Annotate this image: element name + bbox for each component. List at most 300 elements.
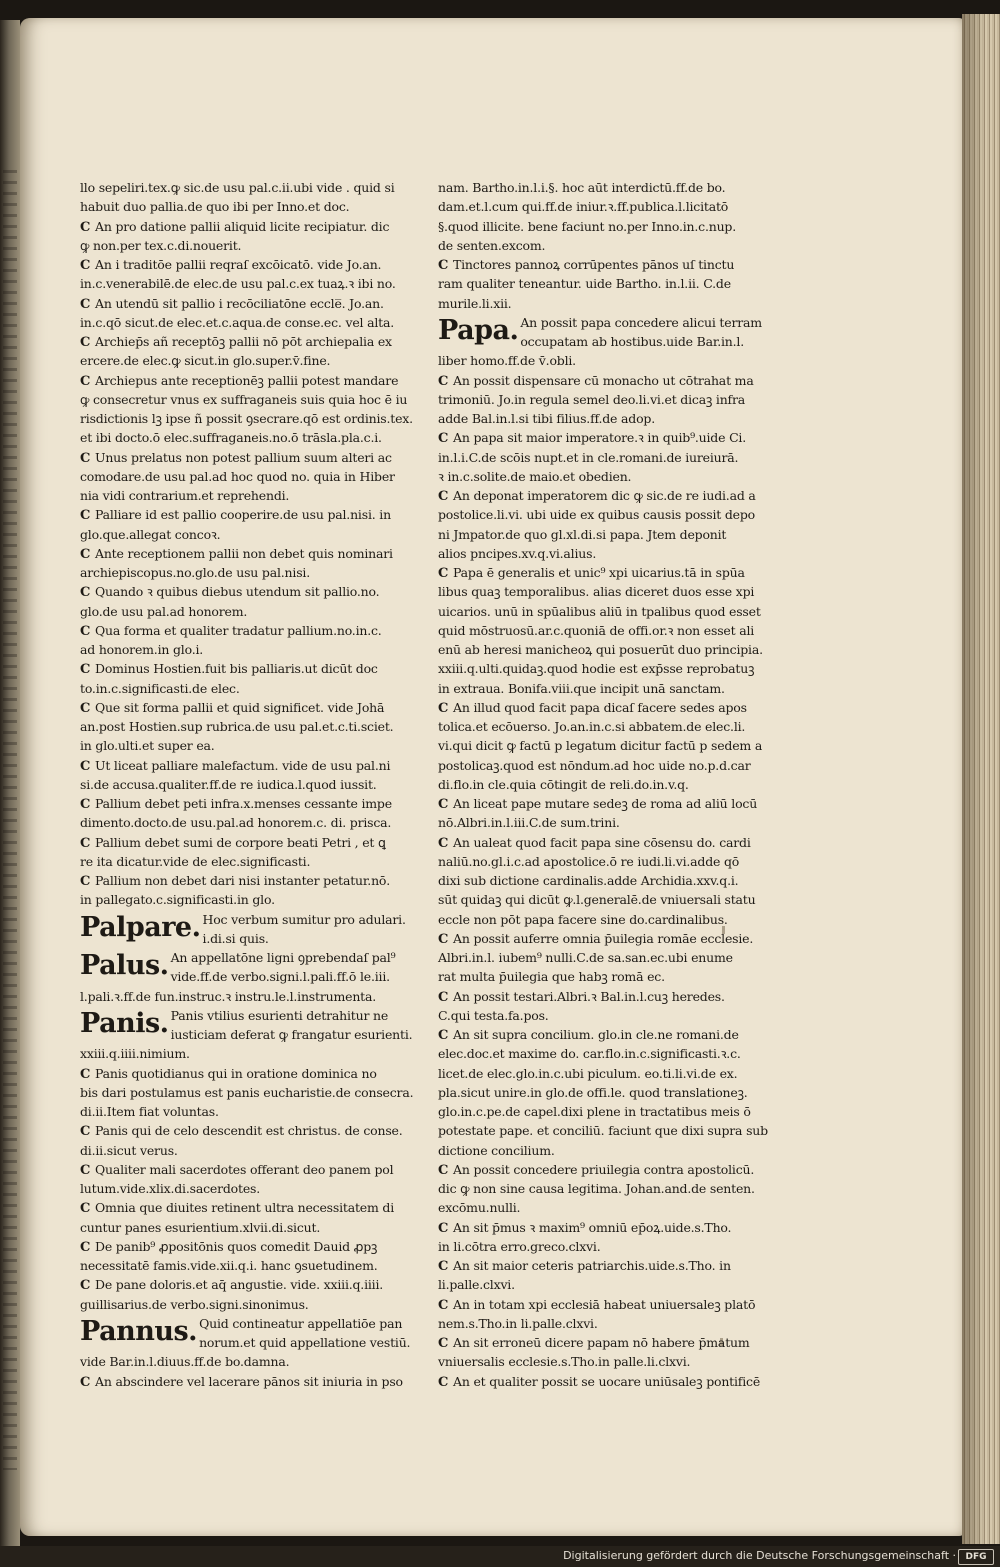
- digitization-footer: [0, 1546, 1000, 1567]
- line-text: et ibi docto.ō elec.suffraganeis.no.ō trāsla.pla.c.i.: [80, 430, 382, 446]
- paragraph-mark-icon: C: [438, 835, 449, 851]
- line-text: guillisarius.de verbo.signi.sinonimus.: [80, 1296, 309, 1312]
- line-text: ni Jmpator.de quo gl.xl.di.si papa. Jtem deponit: [438, 526, 727, 542]
- text-line: [438, 428, 747, 447]
- text-line: [438, 1006, 738, 1025]
- heading-word: Papa.: [438, 314, 519, 346]
- line-text: Qualiter mali sacerdotes offerant deo panem pol: [95, 1161, 394, 1177]
- text-line: [438, 871, 738, 890]
- line-text: Panis quotidianus qui in oratione dominica no: [95, 1065, 377, 1081]
- paragraph-mark-icon: C: [80, 758, 91, 774]
- line-text: excōmu.nulli.: [438, 1200, 521, 1216]
- text-line: [80, 486, 380, 505]
- left-text-column: [80, 178, 414, 1391]
- paragraph-mark-icon: C: [80, 296, 91, 312]
- text-line: [438, 1295, 756, 1314]
- text-line: [438, 178, 738, 197]
- line-text: postolicaꝫ.quod est nōndum.ad hoc uide no.p.d.car: [438, 757, 751, 773]
- text-line: [80, 1198, 395, 1217]
- paragraph-mark-icon: C: [438, 489, 449, 504]
- text-line: [80, 1102, 380, 1121]
- text-line: [80, 197, 380, 216]
- text-line: [438, 351, 738, 370]
- line-text: Papa ē generalis et unic⁹ xpi uicarius.tā in spūa: [453, 565, 745, 580]
- line-text: bis dari postulamus est panis eucharistie.de consecra.: [80, 1084, 414, 1100]
- line-text: di.ii.sicut verus.: [80, 1142, 178, 1158]
- text-line: [80, 236, 380, 255]
- line-text: in.c.qō sicut.de elec.et.c.aqua.de conse.ec. vel alta.: [80, 314, 395, 330]
- text-line: [438, 852, 738, 871]
- text-line: [80, 987, 380, 1006]
- text-line: [438, 948, 738, 967]
- line-text: An possit auferre omnia p̄uilegia romāe ecclesie.: [453, 930, 754, 946]
- text-line: [438, 1083, 748, 1102]
- line-text: An liceat pape mutare sedeꝫ de roma ad aliū locū: [453, 796, 758, 811]
- text-line: [80, 775, 380, 794]
- line-text: enū ab heresi manicheoꝝ qui posuerūt duo principia.: [438, 642, 763, 657]
- text-line: Panis vtilius esurienti detrahitur ne: [170, 1007, 389, 1023]
- line-text: di.ii.Item fiat voluntas.: [80, 1104, 219, 1119]
- text-line: [80, 717, 394, 736]
- text-line: [80, 871, 391, 890]
- line-text: Panis qui de celo descendit est christus. de conse.: [95, 1123, 403, 1139]
- paragraph-mark-icon: C: [438, 431, 449, 447]
- line-text: quid mōstruosū.ar.c.quoniā de offi.or.ꝛ non esset ali: [438, 622, 755, 638]
- paragraph-mark-icon: C: [438, 1220, 449, 1236]
- line-text: vniuersalis ecclesie.s.Tho.in palle.li.clxvi.: [438, 1354, 691, 1370]
- text-line: [80, 351, 380, 370]
- paragraph-mark-icon: C: [80, 585, 91, 601]
- text-line: [438, 236, 738, 255]
- text-line: [80, 294, 384, 313]
- line-text: Pallium debet peti infra.x.menses cessante impe: [95, 796, 392, 811]
- text-line: [80, 679, 380, 698]
- line-text: in.c.venerabilē.de elec.de usu pal.c.ex tuaꝝ.ꝛ ibi no.: [80, 276, 396, 292]
- text-line: [80, 1256, 380, 1275]
- text-line: [80, 1160, 394, 1179]
- paragraph-mark-icon: C: [438, 373, 449, 389]
- text-line: [438, 929, 754, 948]
- text-line: [438, 910, 738, 929]
- paragraph-mark-icon: C: [438, 700, 449, 716]
- text-line: [438, 1333, 750, 1352]
- text-line: [80, 890, 380, 909]
- text-line: [438, 640, 763, 659]
- line-text: ꝙ non.per tex.c.di.nouerit.: [80, 237, 242, 253]
- text-line: [438, 736, 763, 755]
- text-line: [438, 217, 738, 236]
- text-line: [438, 1198, 738, 1217]
- line-text: An pro datione pallii aliquid licite recipiatur. dic: [95, 218, 390, 234]
- text-line: [80, 313, 395, 332]
- text-line: [80, 1352, 380, 1371]
- text-line: [80, 1275, 384, 1294]
- text-line: [438, 1044, 741, 1063]
- text-line: Quid contineatur appellatiōe pan: [199, 1315, 403, 1331]
- text-line: [438, 544, 738, 563]
- line-text: adde Bal.in.l.si tibi filius.ff.de adop.: [438, 411, 655, 426]
- text-line: [438, 1102, 751, 1121]
- entry-heading: [80, 1314, 411, 1353]
- line-text: An abscindere vel lacerare pānos sit iniuria in pso: [95, 1373, 403, 1389]
- line-text: nia vidi contrarium.et reprehendi.: [80, 488, 290, 503]
- line-text: An ualeat quod facit papa sine cōsensu do. cardi: [453, 834, 751, 850]
- text-line: [80, 274, 396, 293]
- line-text: archiepiscopus.no.glo.de usu pal.nisi.: [80, 565, 310, 580]
- line-text: ꝛ in.c.solite.de maio.et obedien.: [438, 468, 632, 484]
- line-text: Quando ꝛ quibus diebus utendum sit pallio.no.: [95, 584, 380, 600]
- text-line: [438, 698, 747, 717]
- paragraph-mark-icon: C: [80, 546, 91, 562]
- line-text: liber homo.ff.de v̄.obli.: [438, 353, 576, 369]
- line-text: li.palle.clxvi.: [438, 1277, 515, 1293]
- text-line: i.di.si quis.: [202, 930, 269, 946]
- line-text: l.pali.ꝛ.ff.de fun.instruc.ꝛ instru.le.l.instrumenta.: [80, 988, 377, 1004]
- text-line: [80, 371, 399, 390]
- line-text: nō.Albri.in.l.iii.C.de sum.trini.: [438, 815, 620, 831]
- heading-word: Pannus.: [80, 1315, 198, 1347]
- text-line: [438, 1256, 738, 1275]
- text-line: [80, 428, 380, 447]
- line-text: Albri.in.l. iubem⁹ nulli.C.de sa.san.ec.ubi enume: [438, 950, 733, 965]
- paragraph-mark-icon: C: [80, 1374, 91, 1390]
- text-line: [80, 736, 380, 755]
- line-text: xxiii.q.ulti.quidaꝫ.quod hodie est exp̄sse reprobatuꝫ: [438, 661, 755, 677]
- line-text: comodare.de usu pal.ad hoc quod no. quia in Hiber: [80, 468, 395, 484]
- paragraph-mark-icon: C: [438, 566, 449, 581]
- heading-word: Palpare.: [80, 911, 201, 943]
- heading-word: Palus.: [80, 950, 169, 981]
- text-line: [438, 563, 745, 582]
- line-text: dixi sub dictione cardinalis.adde Archidia.xxv.q.i.: [438, 873, 739, 888]
- text-line: [438, 1141, 738, 1160]
- text-line: [80, 852, 380, 871]
- line-text: necessitatē famis.vide.xii.q.i. hanc ꝯsuetudinem.: [80, 1258, 378, 1273]
- line-text: ram qualiter teneantur. uide Bartho. in.l.ii. C.de: [438, 276, 731, 292]
- text-line: An appellatōne ligni ꝯprebendaſ pal⁹: [170, 950, 396, 965]
- line-text: habuit duo pallia.de quo ibi per Inno.et doc.: [80, 199, 350, 215]
- line-text: llo sepeliri.tex.ꝙ sic.de usu pal.c.ii.ubi vide . quid si: [80, 180, 395, 195]
- text-line: [438, 1352, 738, 1371]
- text-line: [438, 813, 738, 832]
- line-text: An et qualiter possit se uocare uniūsaleꝫ pontificē: [453, 1373, 761, 1389]
- line-text: re ita dicatur.vide de elec.significasti.: [80, 853, 311, 869]
- paragraph-mark-icon: C: [438, 797, 449, 812]
- line-text: glo.que.allegat concoꝛ.: [80, 526, 221, 542]
- line-text: dictione concilium.: [438, 1142, 555, 1158]
- line-text: trimoniū. Jo.in regula semel deo.li.vi.et dicaꝫ infra: [438, 391, 746, 407]
- text-line: [438, 486, 756, 505]
- text-line: [438, 255, 738, 274]
- right-text-column: [438, 178, 768, 1391]
- line-text: An possit dispensare cū monacho ut cōtrahat ma: [453, 372, 754, 388]
- book-fore-edge: [962, 14, 1000, 1544]
- dfg-logo: DFG: [958, 1549, 994, 1565]
- text-line: [80, 1141, 380, 1160]
- paragraph-mark-icon: C: [80, 450, 91, 466]
- line-text: §.quod illicite. bene faciunt no.per Inno.in.c.nup.: [438, 218, 736, 234]
- left-page-edge: [0, 20, 20, 1565]
- line-text: An deponat imperatorem dic ꝙ sic.de re iudi.ad a: [453, 488, 756, 503]
- line-text: Que sit forma pallii et quid significet. vide Johā: [95, 699, 385, 715]
- text-line: [438, 371, 754, 390]
- text-line: [80, 1295, 380, 1314]
- paragraph-mark-icon: C: [80, 373, 91, 389]
- line-text: in extraua. Bonifa.viii.que incipit unā sanctam.: [438, 680, 725, 696]
- text-line: [80, 1044, 380, 1063]
- text-line: [438, 833, 751, 852]
- line-text: di.flo.in cle.quia cōtingit de reli.do.in.v.q.: [438, 776, 689, 792]
- line-text: licet.de elec.glo.in.c.ubi piculum. eo.ti.li.vi.de ex.: [438, 1065, 738, 1081]
- text-line: [80, 833, 386, 852]
- text-line: [80, 1237, 380, 1256]
- line-text: in.l.i.C.de scōis nupt.et in cle.romani.de iureiurā.: [438, 449, 739, 465]
- text-line: [438, 659, 755, 678]
- line-text: Archiepus ante receptionēꝫ pallii potest mandare: [95, 372, 399, 388]
- line-text: Ut liceat palliare malefactum. vide de usu pal.ni: [95, 757, 391, 773]
- text-line: [80, 505, 391, 524]
- line-text: An possit testari.Albri.ꝛ Bal.in.l.cuꝫ heredes.: [453, 988, 725, 1004]
- line-text: an.post Hostien.sup rubrica.de usu pal.et.c.ti.sciet.: [80, 719, 394, 734]
- line-text: potestate pape. et conciliū. faciunt que dixi supra sub: [438, 1123, 768, 1139]
- text-line: [438, 197, 738, 216]
- line-text: ad honorem.in glo.i.: [80, 642, 204, 657]
- paragraph-mark-icon: C: [438, 989, 449, 1005]
- text-line: [80, 544, 393, 563]
- line-text: Tinctores pannoꝝ corrūpentes pānos uſ tinctu: [453, 257, 735, 272]
- paragraph-mark-icon: C: [80, 1124, 91, 1140]
- text-line: [438, 505, 755, 524]
- text-line: [80, 525, 380, 544]
- line-text: De panib⁹ ꝓpositōnis quos comedit Dauid ꝓpꝫ: [95, 1238, 378, 1254]
- text-line: [80, 756, 391, 775]
- line-text: naliū.no.gl.i.c.ad apostolice.ō re iudi.li.vi.adde qō: [438, 853, 740, 869]
- paragraph-mark-icon: C: [80, 335, 91, 350]
- text-line: [80, 602, 380, 621]
- paragraph-mark-icon: C: [80, 797, 91, 812]
- paragraph-mark-icon: C: [438, 1028, 449, 1043]
- text-line: An possit papa concedere alicui terram: [520, 314, 762, 330]
- text-line: [80, 178, 395, 197]
- text-line: [80, 1121, 403, 1140]
- line-text: risdictionis lꝫ ipse ñ possit ꝯsecrare.qō est ordinis.tex.: [80, 411, 413, 426]
- line-text: dic ꝙ non sine causa legitima. Johan.and.de senten.: [438, 1181, 755, 1196]
- entry-heading: [438, 313, 762, 352]
- paragraph-mark-icon: C: [80, 835, 91, 851]
- line-text: elec.doc.et maxime do. car.flo.in.c.significasti.ꝛ.c.: [438, 1046, 741, 1062]
- paragraph-mark-icon: C: [438, 1259, 449, 1274]
- text-line: iusticiam deferat ꝙ frangatur esurienti.: [170, 1027, 413, 1042]
- text-line: [80, 1064, 380, 1083]
- paragraph-mark-icon: C: [80, 700, 91, 716]
- text-line: [80, 1372, 403, 1391]
- text-line: [80, 255, 380, 274]
- text-line: [80, 794, 392, 813]
- line-text: tolica.et ecōuerso. Jo.an.in.c.si abbatem.de elec.li.: [438, 719, 746, 734]
- text-line: [438, 1314, 738, 1333]
- paragraph-mark-icon: C: [80, 1201, 91, 1217]
- line-text: dimento.docto.de usu.pal.ad honorem.c. di. prisca.: [80, 815, 392, 831]
- paragraph-mark-icon: C: [80, 1278, 91, 1294]
- line-text: in glo.ulti.et super ea.: [80, 738, 215, 754]
- paragraph-mark-icon: C: [80, 1162, 91, 1178]
- text-line: [438, 274, 738, 293]
- text-line: [438, 1275, 738, 1294]
- text-line: [438, 1025, 738, 1044]
- line-text: Archiep̄s añ receptōꝫ pallii nō pōt archiepalia ex: [95, 334, 392, 349]
- line-text: sūt quidaꝫ qui dicūt ꝙ.l.generalē.de vniuersali statu: [438, 892, 756, 908]
- line-text: glo.de usu pal.ad honorem.: [80, 603, 248, 619]
- line-text: murile.li.xii.: [438, 295, 512, 311]
- text-line: [80, 640, 380, 659]
- line-text: Unus prelatus non potest pallium suum alteri ac: [95, 449, 392, 465]
- text-line: occupatam ab hostibus.uide Bar.in.l.: [520, 334, 745, 349]
- paragraph-mark-icon: C: [438, 1297, 449, 1313]
- text-line: [438, 294, 738, 313]
- paragraph-mark-icon: C: [438, 931, 449, 947]
- text-line: [438, 525, 738, 544]
- line-text: lutum.vide.xlix.di.sacerdotes.: [80, 1181, 260, 1196]
- line-text: An sit erroneū dicere papam nō habere p̄matum: [453, 1335, 750, 1350]
- paragraph-mark-icon: C: [80, 508, 91, 524]
- text-line: [438, 1121, 768, 1140]
- text-line: [438, 717, 746, 736]
- line-text: postolice.li.vi. ubi uide ex quibus causis possit depo: [438, 507, 755, 523]
- heading-word: Panis.: [80, 1007, 169, 1039]
- text-line: [438, 1064, 738, 1083]
- line-text: An i traditōe pallii reqraſ excōicatō. vide Jo.an.: [95, 257, 382, 272]
- line-text: xxiii.q.iiii.nimium.: [80, 1046, 190, 1062]
- text-line: [80, 409, 413, 428]
- paragraph-mark-icon: C: [438, 258, 449, 273]
- text-line: [438, 1372, 761, 1391]
- text-line: [80, 659, 380, 678]
- text-line: norum.et quid appellatione vestiū.: [199, 1335, 411, 1350]
- text-line: [438, 467, 738, 486]
- line-text: An illud quod facit papa dicaſ facere sedes apos: [453, 699, 747, 715]
- paragraph-mark-icon: C: [80, 1066, 91, 1082]
- line-text: vi.qui dicit ꝙ factū p legatum dicitur factū p sedem a: [438, 738, 763, 754]
- line-text: nem.s.Tho.in li.palle.clxvi.: [438, 1315, 598, 1331]
- text-line: [438, 1179, 755, 1198]
- text-line: [438, 679, 738, 698]
- text-line: [80, 467, 395, 486]
- line-text: ercere.de elec.ꝙ sicut.in glo.super.v̄.fine.: [80, 353, 331, 369]
- text-line: [80, 698, 385, 717]
- text-line: [438, 756, 751, 775]
- entry-heading: [80, 1006, 413, 1045]
- line-text: rat multa p̄uilegia que habꝫ romā ec.: [438, 969, 665, 985]
- line-text: An sit maior ceteris patriarchis.uide.s.Tho. in: [453, 1258, 731, 1273]
- line-text: Pallium debet sumi de corpore beati Petri , et ꝗ: [95, 834, 386, 850]
- line-text: uicarios. unū in spūalibus aliū in tpalibus quod esset: [438, 603, 761, 619]
- text-line: vide.ff.de verbo.signi.l.pali.ff.ō le.iii.: [170, 969, 390, 985]
- text-line: [80, 448, 392, 467]
- line-text: ꝙ consecretur vnus ex suffraganeis suis quia hoc ē iu: [80, 391, 408, 407]
- text-line: [80, 813, 392, 832]
- text-line: [80, 390, 408, 409]
- line-text: glo.in.c.pe.de capel.dixi plene in tractatibus meis ō: [438, 1104, 751, 1119]
- line-text: Qua forma et qualiter tradatur pallium.no.in.c.: [95, 622, 382, 638]
- line-text: nam. Bartho.in.l.i.§. hoc aūt interdictū.ff.de bo.: [438, 180, 726, 195]
- line-text: Palliare id est pallio cooperire.de usu pal.nisi. in: [95, 507, 391, 523]
- text-line: [80, 1179, 380, 1198]
- line-text: dam.et.l.cum qui.ff.de iniur.ꝛ.ff.publica.l.licitatō: [438, 199, 729, 215]
- line-text: An possit concedere priuilegia contra apostolicū.: [453, 1161, 755, 1177]
- line-text: Pallium non debet dari nisi instanter petatur.nō.: [95, 873, 391, 888]
- line-text: si.de accusa.qualiter.ff.de re iudica.l.quod iussit.: [80, 776, 377, 792]
- paragraph-mark-icon: C: [80, 874, 91, 889]
- text-line: [438, 987, 738, 1006]
- text-line: [438, 621, 755, 640]
- line-text: cuntur panes esurientium.xlvii.di.sicut.: [80, 1219, 321, 1235]
- paragraph-mark-icon: C: [438, 1162, 449, 1178]
- text-line: [438, 794, 758, 813]
- text-line: [438, 390, 746, 409]
- line-text: to.in.c.significasti.de elec.: [80, 680, 240, 696]
- line-text: libus quaꝫ temporalibus. alias diceret duos esse xpi: [438, 584, 755, 600]
- paragraph-mark-icon: C: [80, 662, 91, 678]
- line-text: in li.cōtra erro.greco.clxvi.: [438, 1238, 601, 1254]
- line-text: C.qui testa.fa.pos.: [438, 1007, 549, 1023]
- line-text: An papa sit maior imperatore.ꝛ in quib⁹.uide Ci.: [453, 430, 747, 446]
- line-text: De pane doloris.et aq̄ angustie. vide. xxiii.q.iiii.: [95, 1277, 384, 1293]
- line-text: An sit supra concilium. glo.in cle.ne romani.de: [453, 1027, 739, 1042]
- text-line: [438, 602, 761, 621]
- paragraph-mark-icon: C: [80, 1239, 91, 1255]
- line-text: de senten.excom.: [438, 237, 546, 253]
- text-line: [438, 890, 756, 909]
- text-line: [438, 409, 738, 428]
- line-text: Dominus Hostien.fuit bis palliaris.ut dicūt doc: [95, 661, 378, 677]
- text-line: [438, 582, 755, 601]
- line-text: in pallegato.c.significasti.in glo.: [80, 892, 275, 908]
- text-line: [438, 1218, 738, 1237]
- text-line: Hoc verbum sumitur pro adulari.: [202, 911, 406, 927]
- paragraph-mark-icon: C: [80, 258, 91, 273]
- text-line: [80, 1083, 414, 1102]
- text-line: [80, 621, 380, 640]
- line-text: eccle non pōt papa facere sine do.cardinalibus.: [438, 911, 728, 927]
- paragraph-mark-icon: C: [438, 1336, 449, 1351]
- line-text: Omnia que diuites retinent ultra necessitatem di: [95, 1200, 395, 1216]
- text-line: [80, 332, 392, 351]
- paragraph-mark-icon: C: [80, 623, 91, 639]
- paragraph-mark-icon: C: [80, 219, 91, 235]
- line-text: Ante receptionem pallii non debet quis nominari: [95, 545, 393, 561]
- line-text: alios pncipes.xv.q.vi.alius.: [438, 545, 597, 561]
- line-text: An utendū sit pallio i recōciliatōne eccle̅. Jo.an.: [95, 295, 384, 311]
- text-line: [80, 563, 380, 582]
- entry-heading: [80, 948, 396, 987]
- text-line: [438, 1160, 755, 1179]
- text-line: [80, 1218, 380, 1237]
- line-text: An in totam xpi ecclesiā habeat uniuersaleꝫ platō: [453, 1296, 756, 1312]
- line-text: pla.sicut unire.in glo.de offi.le. quod translationeꝫ.: [438, 1084, 748, 1100]
- text-line: [438, 1237, 738, 1256]
- text-line: [80, 582, 380, 601]
- text-line: [438, 775, 738, 794]
- text-line: [80, 217, 390, 236]
- entry-heading: [80, 910, 406, 949]
- footer-credit-text: Digitalisierung gefördert durch die Deutsche Forschungsgemeinschaft ·: [563, 1549, 956, 1562]
- paragraph-mark-icon: C: [438, 1374, 449, 1390]
- text-line: [438, 967, 738, 986]
- text-line: [438, 448, 738, 467]
- left-page-text-fragment: [3, 170, 17, 1470]
- line-text: vide Bar.in.l.diuus.ff.de bo.damna.: [80, 1354, 290, 1370]
- line-text: An sit p̄mus ꝛ maxim⁹ omniū ep̄oꝝ.uide.s.Tho.: [453, 1219, 732, 1235]
